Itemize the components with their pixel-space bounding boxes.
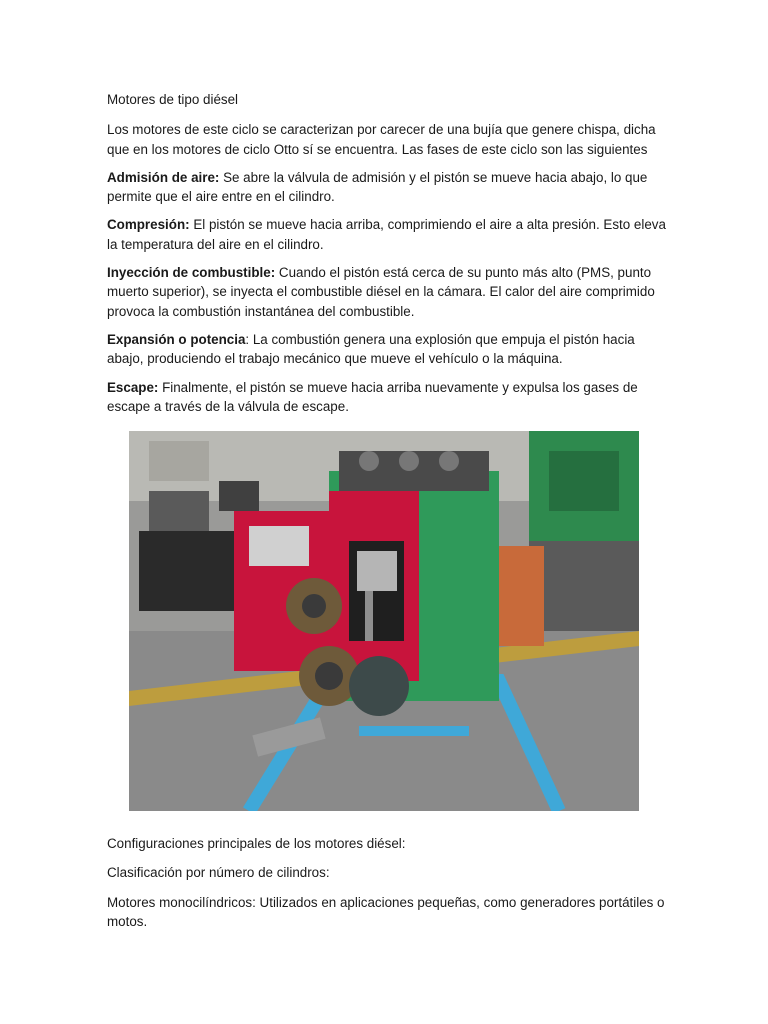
classification-heading: Clasificación por número de cilindros: (107, 865, 330, 881)
phase-text: : La combustión genera una explosión que empuja el pistón hacia abajo, produciendo el trabajo mecánico que mueve el vehículo o la máquina. (107, 331, 635, 367)
phase-inyeccion (107, 263, 667, 321)
phase-text: El pistón se mueve hacia arriba, comprimiendo el aire a alta presión. Esto eleva la temperatura del aire en el cilindro. (107, 217, 666, 252)
phase-compresion (107, 215, 667, 254)
document-body (107, 90, 667, 425)
configurations-heading: Configuraciones principales de los motores diésel: (107, 836, 406, 851)
phase-text: Finalmente, el pistón se mueve hacia arriba nuevamente y expulsa los gases de escape a través de la válvula de escape. (107, 379, 638, 414)
phase-expansion (107, 330, 667, 369)
phase-admision (107, 168, 667, 207)
phase-text: Cuando el pistón está cerca de su punto más alto (PMS, punto muerto superior), se inyecta el combustible diésel en la cámara. El calor del aire comprimido provoca la combustión instantánea del combustible. (107, 265, 655, 319)
engine-photo-illustration (129, 431, 639, 811)
phase-escape (107, 378, 667, 417)
intro-paragraph: Los motores de este ciclo se caracterizan por carecer de una bujía que genere chispa, dicha que en los motores de ciclo Otto sí se encuentra. Las fases de este ciclo son las siguientes (107, 122, 656, 157)
configurations-section (107, 834, 667, 941)
phase-term: Expansión o potencia (107, 331, 246, 347)
phase-term: Inyección de combustible: (107, 265, 276, 281)
monocilindricos-paragraph: Motores monocilíndricos: Utilizados en aplicaciones pequeñas, como generadores portátiles o motos. (107, 894, 665, 929)
phase-term: Admisión de aire: (107, 169, 220, 185)
page-title: Motores de tipo diésel (107, 92, 239, 107)
phase-term: Compresión: (107, 217, 190, 233)
diesel-engine-cutaway-photo (129, 431, 639, 811)
phase-term: Escape: (107, 379, 159, 395)
phase-text: Se abre la válvula de admisión y el pistón se mueve hacia abajo, lo que permite que el aire entre en el cilindro. (107, 169, 648, 205)
